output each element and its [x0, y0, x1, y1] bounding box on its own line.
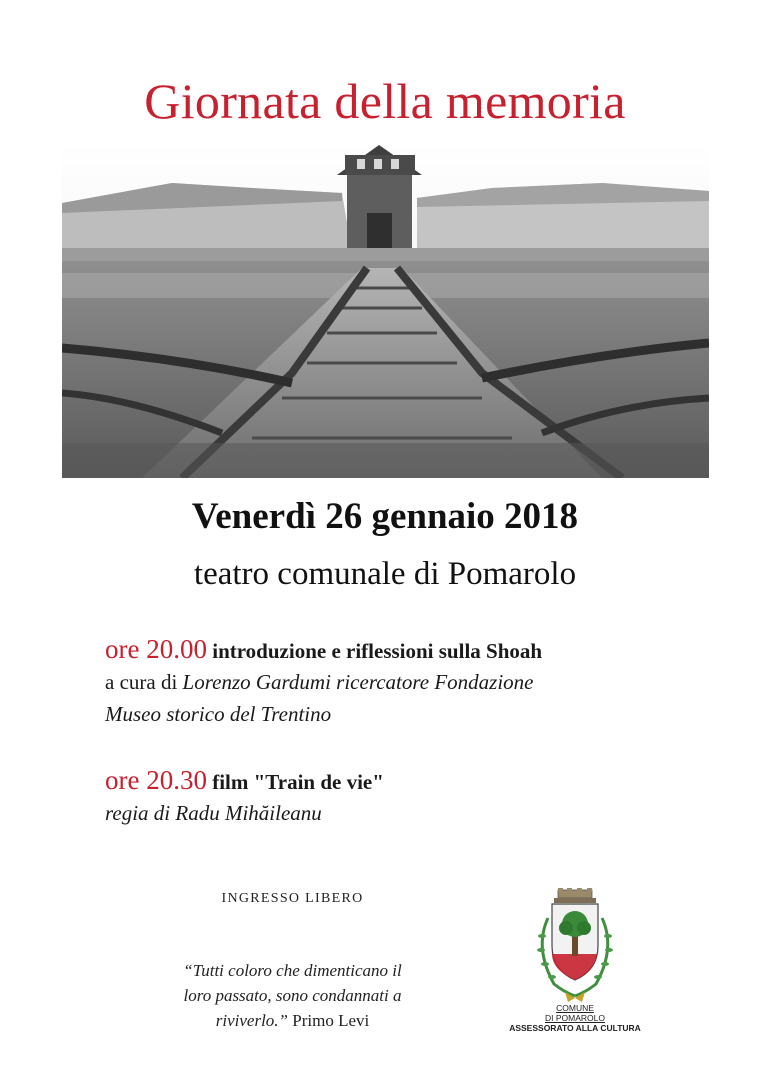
crest-caption-line: ASSESSORATO ALLA CULTURA	[509, 1023, 641, 1033]
event-time: ore 20.00	[105, 634, 207, 664]
crest-caption-line: COMUNE	[556, 1003, 594, 1013]
railway-tracks-icon	[62, 143, 709, 478]
free-entry-note: INGRESSO LIBERO	[221, 891, 364, 906]
railway-photo	[62, 143, 709, 478]
curator-org: Museo storico del Trentino	[105, 702, 332, 726]
event-date: Venerdì 26 gennaio 2018	[191, 496, 579, 537]
event-curator-org	[105, 698, 725, 730]
event-header	[105, 765, 725, 797]
event-director	[105, 797, 725, 829]
quote-line: “Tutti coloro che dimenticano il	[183, 961, 402, 980]
event-time: ore 20.30	[105, 765, 207, 795]
quote-line: riviverlo.”	[215, 1011, 289, 1030]
crest-caption	[500, 1003, 650, 1033]
quote-line: loro passato, sono condannati a	[183, 986, 402, 1005]
poster-title: Giornata della memoria	[144, 73, 626, 129]
crest-caption-line: DI POMAROLO	[545, 1013, 605, 1023]
event-curator	[105, 666, 725, 698]
event-venue: teatro comunale di Pomarolo	[193, 556, 577, 592]
event-title: introduzione e riflessioni sulla Shoah	[212, 639, 543, 663]
curator-prefix: a cura di	[105, 670, 178, 694]
quote-author: Primo Levi	[292, 1011, 370, 1030]
director-name: regia di Radu Mihăileanu	[105, 801, 322, 825]
event-item	[105, 765, 725, 829]
event-title: film "Train de vie"	[212, 770, 384, 794]
event-item	[105, 634, 725, 730]
curator-name: Lorenzo Gardumi ricercatore Fondazione	[182, 670, 534, 694]
quote-last-line	[145, 1008, 440, 1033]
event-header	[105, 634, 725, 666]
quote-block	[145, 958, 440, 1033]
